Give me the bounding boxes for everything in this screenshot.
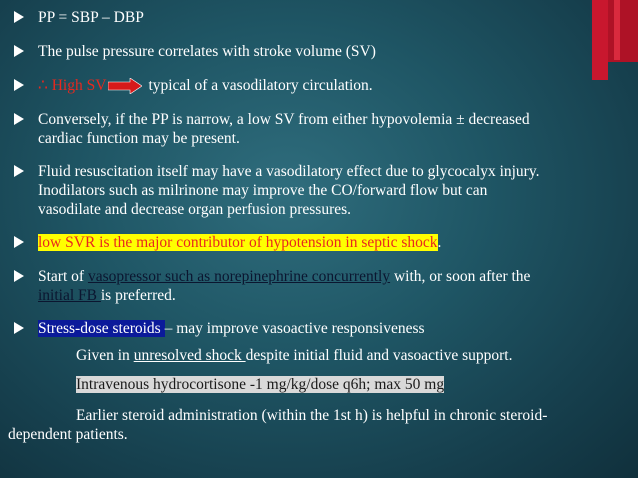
bullet-steroids [38,319,425,338]
bullet-icon [14,45,24,57]
steroids-rest: – may improve vasoactive responsiveness [164,320,425,337]
bullet-icon [14,79,24,91]
red-right-arrow-icon [108,78,142,94]
bullet-vasopressor-line2 [38,286,176,305]
bullet-pp-formula: PP = SBP – DBP [38,9,144,26]
low-svr-highlight: low SVR is the major contributor of hypotension in septic shock [38,234,438,251]
bullet-pulse-pressure: The pulse pressure correlates with stroke volume (SV) [38,43,376,60]
low-svr-period: . [437,234,442,251]
bullet-fluid-line3: vasodilate and decrease organ perfusion pressures. [38,201,352,218]
sub-earlier-steroid-line2: dependent patients. [8,426,128,443]
bullet-narrow-pp-line1: Conversely, if the PP is narrow, a low SV from either hypovolemia ± decreased [38,111,530,128]
bullet-vasopressor-line1 [38,267,530,286]
high-sv-text: ∴ High SV [38,77,107,94]
bullet-icon [14,11,24,23]
vasopressor-prefix: Start of [38,268,88,285]
bullet-icon [14,236,24,248]
sub-hydrocortisone [76,375,444,394]
bullet-icon [14,165,24,177]
unresolved-suffix: despite initial fluid and vasoactive support. [245,347,513,364]
initial-fb-suffix: is preferred. [100,287,176,304]
bullet-icon [14,270,24,282]
bullet-fluid-line2: Inodilators such as milrinone may improve the CO/forward flow but can [38,182,488,199]
steroids-highlight: Stress-dose steroids [38,320,165,337]
hydrocortisone-highlight: Intravenous hydrocortisone -1 mg/kg/dose q6h; max 50 mg [76,376,445,393]
high-sv-rest: typical of a vasodilatory circulation. [148,77,373,94]
bullet-high-sv [38,76,373,95]
sub-earlier-steroid-line1: Earlier steroid administration (within the 1st h) is helpful in chronic steroid- [76,407,548,424]
bullet-low-svr [38,233,441,252]
vasopressor-suffix: with, or soon after the [390,268,531,285]
decorative-red-stripes [586,0,638,478]
bullet-narrow-pp-line2: cardiac function may be present. [38,130,240,147]
vasopressor-link: vasopressor such as norepinephrine concurrently [87,268,391,285]
unresolved-shock-text: unresolved shock [133,347,246,364]
bullet-fluid-line1: Fluid resuscitation itself may have a vasodilatory effect due to glycocalyx injury. [38,163,540,180]
sub-unresolved-shock [76,346,513,365]
unresolved-prefix: Given in [76,347,134,364]
initial-fb-link: initial FB [38,287,101,304]
bullet-icon [14,113,24,125]
bullet-icon [14,322,24,334]
